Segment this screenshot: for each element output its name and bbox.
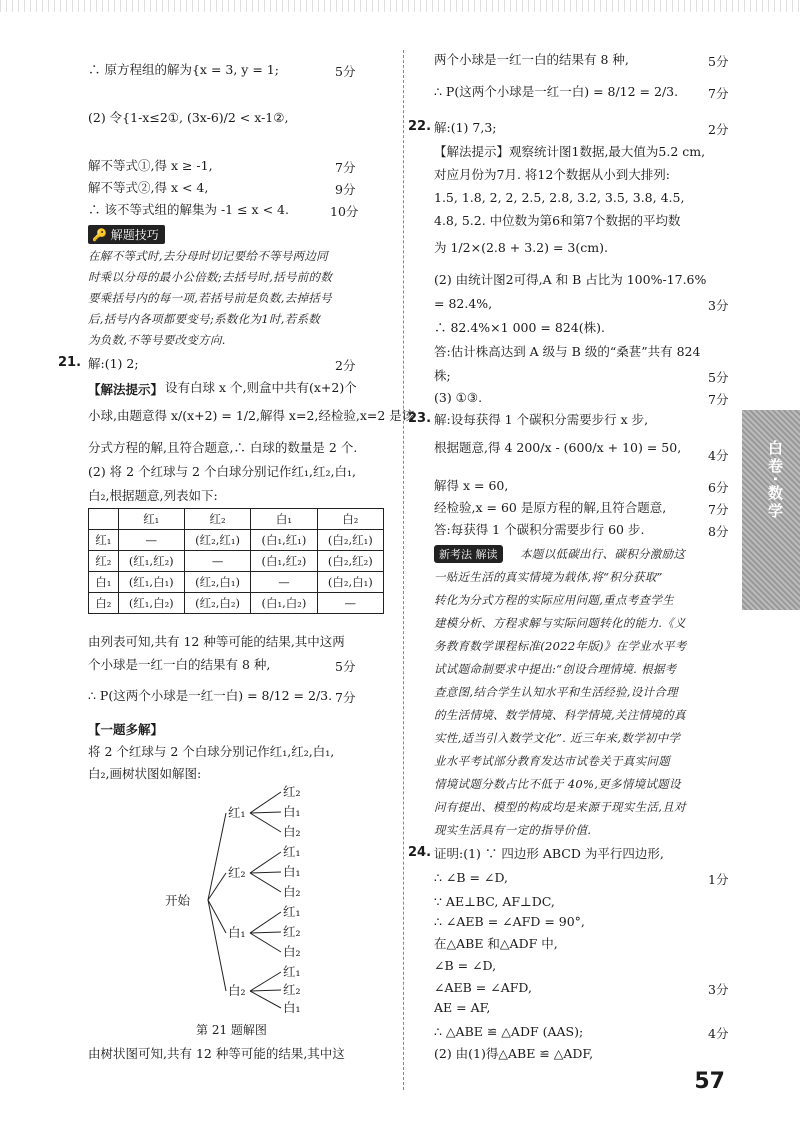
text-line: (3) ①③. xyxy=(434,390,483,405)
text-line: 解:设每获得 1 个碳积分需要步行 x 步, xyxy=(434,412,649,427)
tree-leaf: 红₂ xyxy=(283,982,301,997)
table-row xyxy=(89,530,384,551)
table-cell: (白₂,红₁) xyxy=(317,530,383,551)
text-line: (2) 将 2 个红球与 2 个白球分别记作红₁,红₂,白₁, xyxy=(88,464,356,479)
table-row xyxy=(89,551,384,572)
note-line: 本题以低碳出行、碳积分激励这 xyxy=(520,547,686,561)
side-tab-label: 白卷·数学 xyxy=(766,440,784,521)
question-number: 21. xyxy=(58,355,82,370)
multi-solution-tag: 【一题多解】 xyxy=(88,722,164,737)
tree-branch xyxy=(250,872,281,873)
note-line: 务教育数学课程标准(2022年版)》在学业水平考 xyxy=(434,639,687,653)
hint-line: 对应月份为7月. 将12个数据从小到大排列: xyxy=(434,167,671,182)
text-line: ∴ P(这两个小球是一红一白) = 8/12 = 2/3. xyxy=(434,84,679,99)
tree-branch xyxy=(208,900,226,933)
score: 7分 xyxy=(708,86,729,101)
score: 2分 xyxy=(708,122,729,137)
tree-leaf: 白₂ xyxy=(283,944,301,959)
text-line: (2) 由统计图2可得,A 和 B 占比为 100%-17.6% xyxy=(434,272,707,287)
text-line: 由列表可知,共有 12 种等可能的结果,其中这两 xyxy=(88,634,345,649)
hint-line: 1.5, 1.8, 2, 2, 2.5, 2.8, 3.2, 3.5, 3.8, 4.5, xyxy=(434,190,685,205)
score: 5分 xyxy=(708,370,729,385)
result-table xyxy=(88,508,384,614)
text-line: = 82.4%, xyxy=(434,296,493,311)
question-number: 23. xyxy=(408,411,432,426)
table-cell xyxy=(89,509,119,530)
text-line: ∠B = ∠D, xyxy=(434,958,497,973)
score: 7分 xyxy=(708,502,729,517)
new-badge-label2: 解读 xyxy=(475,548,498,561)
note-line: 的生活情境、数学情境、科学情境,关注情境的真 xyxy=(434,708,686,722)
score: 7分 xyxy=(335,690,356,705)
table-cell: (白₁,红₂) xyxy=(251,551,317,572)
tree-branch xyxy=(250,813,281,832)
score: 4分 xyxy=(708,448,729,463)
table-row xyxy=(89,593,384,614)
note-line: 现实生活具有一定的指导价值. xyxy=(434,823,592,837)
score: 7分 xyxy=(708,392,729,407)
text-line: 由树状图可知,共有 12 种等可能的结果,其中这 xyxy=(88,1046,345,1061)
table-cell: (红₂,白₁) xyxy=(184,572,250,593)
text-line: ∴ 原方程组的解为{x = 3, y = 1; xyxy=(88,62,279,77)
table-cell: (白₁,红₁) xyxy=(251,530,317,551)
tree-leaf: 红₁ xyxy=(283,904,301,919)
tips-line: 后,括号内各项都要变号;系数化为1时,若系数 xyxy=(88,312,321,326)
score: 5分 xyxy=(708,54,729,69)
tree-node: 红₂ xyxy=(228,865,246,880)
note-line: 问有提出、模型的构成均是来源于现实生活,且对 xyxy=(434,800,686,814)
text-line: 解得 x = 60, xyxy=(434,478,509,493)
question-number: 24. xyxy=(408,845,432,860)
score: 6分 xyxy=(708,480,729,495)
text-line: 两个小球是一红一白的结果有 8 种, xyxy=(434,52,629,67)
score: 10分 xyxy=(330,204,359,219)
tree-node: 白₁ xyxy=(228,925,246,940)
tree-branch xyxy=(250,812,281,813)
tree-branch xyxy=(250,873,281,892)
text-line: 个小球是一红一白的结果有 8 种, xyxy=(88,657,271,672)
note-line: 实性,适当引入数学文化”. 近三年来,数学初中学 xyxy=(434,731,681,745)
new-exam-badge xyxy=(434,545,503,563)
tips-title: 解题技巧 xyxy=(110,228,159,242)
note-line: 建模分析、方程求解与实际问题转化的能力.《义 xyxy=(434,616,686,630)
tips-line: 要乘括号内的每一项,若括号前是负数,去掉括号 xyxy=(88,291,332,305)
text-line: ∴ ∠B = ∠D, xyxy=(434,870,509,885)
score: 4分 xyxy=(708,1026,729,1041)
table-cell: 白₂ xyxy=(317,509,383,530)
table-cell: (红₂,白₂) xyxy=(184,593,250,614)
tips-line: 在解不等式时,去分母时切记要给不等号两边同 xyxy=(88,249,328,263)
text-line: ∴ 82.4%×1 000 = 824(株). xyxy=(434,320,605,335)
note-line: 业水平考试部分教育发达市试卷关于真实问题 xyxy=(434,754,670,768)
tree-diagram xyxy=(150,782,350,1022)
score: 8分 xyxy=(708,524,729,539)
column-divider xyxy=(403,50,404,1090)
table-cell: (红₁,白₂) xyxy=(118,593,184,614)
new-badge-label: 新考法 xyxy=(439,548,472,561)
tree-branch xyxy=(250,933,281,952)
text-line: 解:(1) 2; xyxy=(88,356,139,371)
table-cell: (红₁,白₁) xyxy=(118,572,184,593)
tree-node: 红₁ xyxy=(228,805,246,820)
table-cell: (白₂,白₁) xyxy=(317,572,383,593)
note-line: 查意图,结合学生认知水平和生活经验,设计合理 xyxy=(434,685,678,699)
score: 1分 xyxy=(708,872,729,887)
tree-caption: 第 21 题解图 xyxy=(196,1023,267,1037)
table-cell: — xyxy=(118,530,184,551)
tree-branch xyxy=(250,972,281,991)
tree-branch xyxy=(250,932,281,933)
tree-branch xyxy=(250,852,281,873)
tree-leaf: 白₁ xyxy=(283,864,301,879)
text-line: 解不等式①,得 x ≥ -1, xyxy=(88,158,213,173)
text-line: ∠AEB = ∠AFD, xyxy=(434,980,532,995)
text-line: 小球,由题意得 x/(x+2) = 1/2,解得 x=2,经检验,x=2 是该 xyxy=(88,408,415,423)
tree-leaf: 红₂ xyxy=(283,784,301,799)
text-line: 将 2 个红球与 2 个白球分别记作红₁,红₂,白₁, xyxy=(88,744,335,759)
score: 9分 xyxy=(335,182,356,197)
note-line: 一贴近生活的真实情境为载体,将“积分获取” xyxy=(434,570,663,584)
tree-leaf: 白₂ xyxy=(283,824,301,839)
hint-line: 【解法提示】观察统计图1数据,最大值为5.2 cm, xyxy=(434,144,706,159)
score: 3分 xyxy=(708,982,729,997)
text-line: (2) 令{1-x≤2①, (3x-6)/2 < x-1②, xyxy=(88,110,289,125)
table-cell: (白₂,红₂) xyxy=(317,551,383,572)
table-cell: 红₂ xyxy=(89,551,119,572)
text-line: 解:(1) 7,3; xyxy=(434,120,497,135)
score: 3分 xyxy=(708,298,729,313)
tree-leaf: 白₁ xyxy=(283,804,301,819)
tips-line: 为负数,不等号要改变方向. xyxy=(88,333,226,347)
text-line: 答:每获得 1 个碳积分需要步行 60 步. xyxy=(434,522,645,537)
tree-leaf: 红₂ xyxy=(283,924,301,939)
table-cell: — xyxy=(184,551,250,572)
score: 2分 xyxy=(335,358,356,373)
note-line: 试试题命制要求中提出:“创设合理情境. 根据考 xyxy=(434,662,677,676)
text-line: 根据题意,得 4 200/x - (600/x + 10) = 50, xyxy=(434,440,682,455)
note-line: 情境试题分数占比不低于 40%,更多情境试题设 xyxy=(434,777,681,791)
tips-line: 时乘以分母的最小公倍数;去括号时,括号前的数 xyxy=(88,270,333,284)
table-cell: 红₁ xyxy=(118,509,184,530)
tree-leaf: 红₁ xyxy=(283,964,301,979)
table-cell: 红₂ xyxy=(184,509,250,530)
question-number: 22. xyxy=(408,119,432,134)
text-line: AE = AF, xyxy=(434,1000,491,1015)
table-cell: (红₁,红₂) xyxy=(118,551,184,572)
hint-line: 为 1/2×(2.8 + 3.2) = 3(cm). xyxy=(434,240,608,255)
tree-branch xyxy=(250,990,281,991)
tree-leaf: 白₁ xyxy=(283,1000,301,1015)
tree-branch xyxy=(250,912,281,933)
text-line: 白₂,根据题意,列表如下: xyxy=(88,488,218,503)
text-line: 设有白球 x 个,则盒中共有(x+2)个 xyxy=(165,380,357,395)
table-cell: 红₁ xyxy=(89,530,119,551)
text-line: ∴ 该不等式组的解集为 -1 ≤ x < 4. xyxy=(88,202,289,217)
text-line: 在△ABE 和△ADF 中, xyxy=(434,936,558,951)
table-header-row xyxy=(89,509,384,530)
table-row xyxy=(89,572,384,593)
text-line: ∴ △ABE ≌ △ADF (AAS); xyxy=(434,1024,584,1039)
tree-lines xyxy=(208,792,281,1008)
score: 5分 xyxy=(335,659,356,674)
tree-root: 开始 xyxy=(165,893,191,908)
table-cell: — xyxy=(251,572,317,593)
text-line: ∵ AE⊥BC, AF⊥DC, xyxy=(434,894,555,909)
text-line: (2) 由(1)得△ABE ≌ △ADF, xyxy=(434,1046,594,1061)
page-number: 57 xyxy=(694,1069,725,1094)
tree-branch xyxy=(208,900,226,991)
tips-badge xyxy=(88,225,165,244)
top-edge-noise xyxy=(0,0,800,12)
hint-tag: 【解法提示】 xyxy=(88,382,164,397)
text-line: ∴ P(这两个小球是一红一白) = 8/12 = 2/3. xyxy=(88,688,333,703)
hint-line: 4.8, 5.2. 中位数为第6和第7个数据的平均数 xyxy=(434,213,681,228)
tree-branch xyxy=(250,991,281,1008)
score: 5分 xyxy=(335,64,356,79)
tree-branch xyxy=(250,792,281,813)
table-cell: (红₂,红₁) xyxy=(184,530,250,551)
text-line: ∴ ∠AEB = ∠AFD = 90°, xyxy=(434,914,585,929)
table-cell: — xyxy=(317,593,383,614)
text-line: 分式方程的解,且符合题意,∴ 白球的数量是 2 个. xyxy=(88,440,358,455)
tree-node: 白₂ xyxy=(228,983,246,998)
tree-leaf: 白₂ xyxy=(283,884,301,899)
note-line: 转化为分式方程的实际应用问题,重点考查学生 xyxy=(434,593,674,607)
text-line: 解不等式②,得 x < 4, xyxy=(88,180,209,195)
key-icon: 🔑 xyxy=(92,228,107,242)
table-cell: 白₁ xyxy=(89,572,119,593)
text-line: 株; xyxy=(434,368,451,383)
text-line: 证明:(1) ∵ 四边形 ABCD 为平行四边形, xyxy=(434,846,664,861)
text-line: 白₂,画树状图如解图: xyxy=(88,766,202,781)
text-line: 答:估计株高达到 A 级与 B 级的“桑葚”共有 824 xyxy=(434,344,701,359)
table-cell: 白₁ xyxy=(251,509,317,530)
tree-leaf: 红₁ xyxy=(283,844,301,859)
score: 7分 xyxy=(335,160,356,175)
table-cell: 白₂ xyxy=(89,593,119,614)
table-cell: (白₁,白₂) xyxy=(251,593,317,614)
text-line: 经检验,x = 60 是原方程的解,且符合题意, xyxy=(434,500,667,515)
